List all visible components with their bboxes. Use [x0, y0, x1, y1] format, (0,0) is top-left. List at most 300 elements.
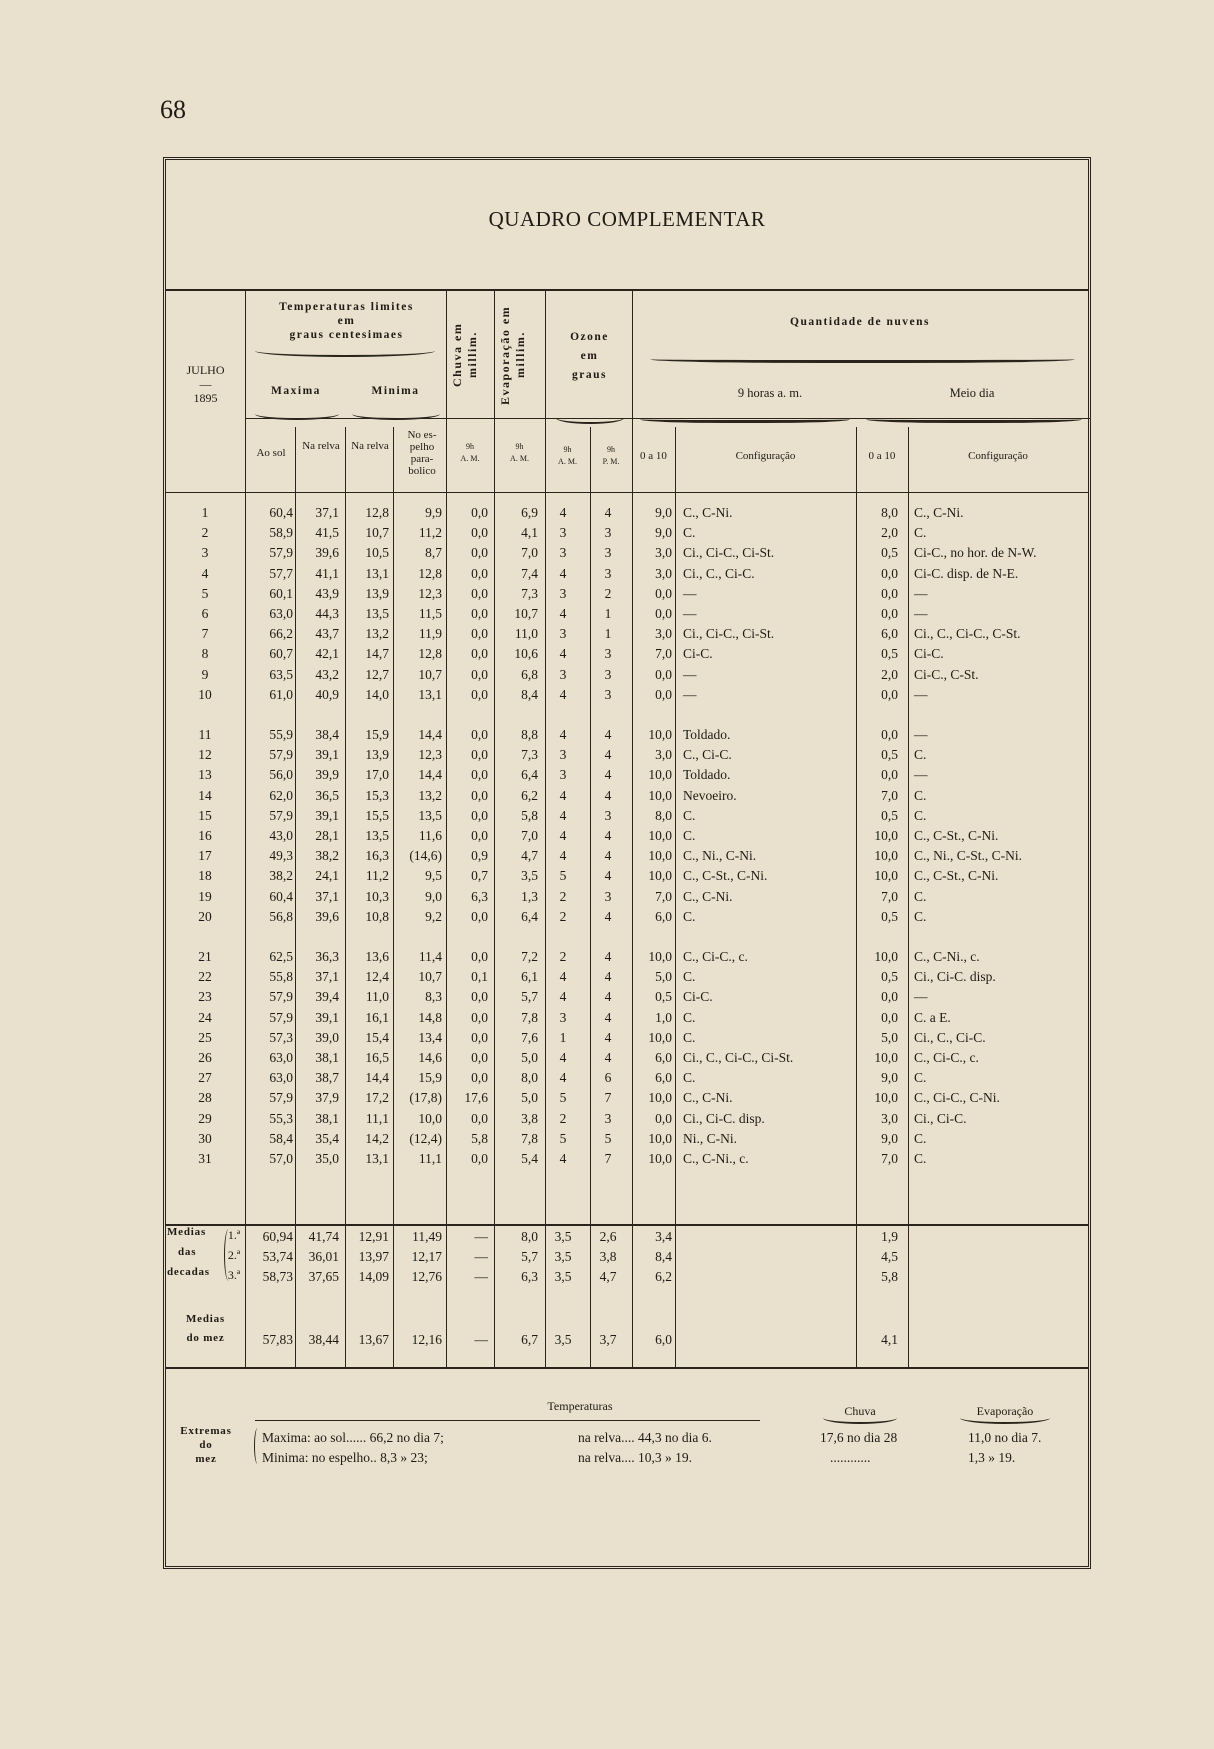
cell-evap: 4,7 [521, 848, 538, 864]
cell-d: 26 [198, 1050, 212, 1065]
cell-chuva: — [474, 1229, 488, 1244]
cell-sol: 57,9 [269, 807, 293, 823]
cell-n9: 10,0 [648, 1130, 672, 1146]
cell-d: 23 [198, 989, 212, 1005]
cell-espelho: 12,8 [418, 646, 442, 662]
temp-group-title: em [337, 315, 356, 327]
cell-oz-pm: 4 [604, 1050, 612, 1065]
table-row [0, 848, 1214, 867]
cell-espelho: 9,0 [425, 888, 442, 904]
cell-relva: 43,9 [315, 585, 339, 601]
cell-evap: 10,7 [514, 606, 538, 621]
cell-n9: 0,0 [655, 585, 672, 601]
cell-c9: Ci., Ci-C., Ci-St. [683, 626, 775, 642]
cell-d: 3 [201, 545, 209, 561]
cell-oz-pm: 1 [604, 626, 612, 642]
nuvens-meio-scale-header: 0 a 10 [868, 450, 896, 462]
cell-evap: 5,0 [521, 1050, 538, 1065]
cell-espelho: 9,5 [425, 868, 442, 884]
cell-oz-am: 4 [559, 686, 567, 702]
cell-oz-am: 3 [559, 525, 567, 541]
cell-n9: 7,0 [655, 646, 672, 662]
cell-chuva: 0,0 [471, 908, 488, 924]
cell-relva: 35,4 [315, 1130, 339, 1146]
cell-sol: 55,9 [269, 727, 293, 742]
cell-oz-am: 4 [559, 646, 567, 662]
cell-oz-am: 3 [559, 585, 567, 601]
extremes-evap-header: Evaporação [976, 1404, 1034, 1418]
cell-evap: 6,9 [521, 505, 538, 520]
cell-cm: Ci-C., no hor. de N-W. [914, 545, 1037, 561]
cell-relva: 35,0 [315, 1151, 339, 1166]
cell-chuva: 5,8 [471, 1130, 488, 1146]
cell-min-relva: 13,97 [358, 1249, 389, 1264]
cell-n9: 10,0 [648, 767, 672, 783]
cell-espelho: 9,9 [425, 505, 442, 520]
cell-oz-pm: 4 [604, 828, 612, 843]
cell-cm: — [914, 686, 928, 702]
cell-espelho: 11,6 [418, 828, 442, 843]
table-row [0, 606, 1214, 625]
ao-sol-header: Ao sol [256, 447, 286, 459]
cell-nm: 10,0 [874, 1050, 898, 1065]
cell-d: 7 [201, 626, 209, 642]
cell-nm: 5,0 [881, 1029, 898, 1045]
cell-nm: 10,0 [874, 828, 898, 843]
cell-sol: 58,73 [262, 1269, 293, 1284]
cell-sol: 57,9 [269, 989, 293, 1005]
cell-c9: — [683, 666, 697, 682]
cell-sol: 43,0 [269, 828, 293, 843]
cell-espelho: 8,3 [425, 989, 442, 1005]
cell-espelho: 11,49 [412, 1229, 442, 1244]
cell-chuva: 0,0 [471, 686, 488, 702]
cell-cm: C. [914, 1130, 927, 1146]
decade-1-label: 1.ª [227, 1228, 241, 1242]
table-row [0, 828, 1214, 847]
cell-espelho: 15,9 [418, 1070, 442, 1086]
cell-sol: 56,0 [269, 767, 293, 783]
cell-d: 15 [198, 807, 212, 823]
cell-espelho: 8,7 [425, 545, 442, 561]
table-row [0, 989, 1214, 1008]
cell-sol: 60,4 [269, 505, 293, 520]
cell-d: 16 [198, 828, 212, 843]
cell-chuva: 0,0 [471, 727, 488, 742]
cell-min-relva: 14,4 [365, 1070, 389, 1086]
table-row [0, 545, 1214, 564]
cell-espelho: 11,9 [418, 626, 442, 642]
extremes-brace [254, 1428, 261, 1464]
cell-cm: — [914, 727, 928, 742]
table-row [0, 868, 1214, 887]
cell-c9: C. [683, 1009, 696, 1025]
cell-chuva: 0,0 [471, 606, 488, 621]
cell-relva: 38,1 [315, 1050, 339, 1065]
cell-espelho: 12,17 [411, 1249, 442, 1264]
cell-cm: C. [914, 908, 927, 924]
evap-am: A. M. [510, 454, 529, 463]
nove-horas-header: 9 horas a. m. [737, 386, 803, 400]
cell-chuva: — [474, 1269, 488, 1284]
cell-d: 1 [201, 505, 209, 520]
page-title: QUADRO COMPLEMENTAR [488, 207, 766, 231]
cell-evap: 6,3 [521, 1269, 538, 1284]
cell-sol: 63,0 [269, 606, 293, 621]
cell-cm: C., Ci-C., c. [914, 1050, 979, 1065]
na-relva-min-header: Na relva [351, 440, 389, 452]
cell-sol: 66,2 [269, 626, 293, 642]
cell-oz-am: 4 [559, 787, 567, 803]
table-row [0, 626, 1214, 645]
cell-sol: 60,7 [269, 646, 293, 662]
cell-oz-am: 4 [559, 1151, 567, 1166]
cell-oz-pm: 7 [604, 1151, 612, 1166]
decade-label: decadas [167, 1266, 210, 1278]
cell-min-relva: 13,9 [365, 585, 389, 601]
cell-cm: C., C-St., C-Ni. [914, 868, 999, 884]
table-row [0, 667, 1214, 686]
cell-oz-am: 2 [559, 1110, 567, 1126]
cell-nm: 10,0 [874, 868, 898, 884]
cell-nm: 4,5 [881, 1249, 898, 1264]
cell-evap: 5,7 [521, 989, 538, 1005]
cell-oz-am: 5 [559, 1090, 567, 1106]
cell-evap: 6,7 [521, 1332, 538, 1347]
cell-evap: 7,0 [521, 545, 538, 561]
cell-sol: 63,0 [269, 1070, 293, 1086]
cell-chuva: 0,0 [471, 1151, 488, 1166]
cell-sol: 49,3 [269, 848, 293, 864]
extremes-label: Extremas [180, 1425, 232, 1437]
cell-nm: 5,8 [881, 1269, 898, 1284]
cell-oz-pm: 5 [604, 1130, 612, 1146]
cell-evap: 7,4 [521, 565, 538, 581]
extremes-min-evap: 1,3 » 19. [968, 1450, 1016, 1465]
cell-evap: 7,6 [521, 1029, 538, 1045]
cell-evap: 6,4 [521, 908, 538, 924]
chuva-header: Chuva em millim. [450, 322, 479, 388]
cell-relva: 38,4 [315, 727, 339, 742]
page-number: 68 [160, 95, 186, 124]
cell-relva: 39,0 [315, 1029, 339, 1045]
cell-espelho: 11,1 [418, 1151, 442, 1166]
cell-relva: 37,1 [315, 888, 339, 904]
cell-n9: 0,0 [655, 666, 672, 682]
month-avg-label: Medias [185, 1313, 226, 1325]
cell-c9: C., Ni., C-Ni. [683, 848, 757, 864]
cell-n9: 3,4 [655, 1229, 672, 1244]
cell-nm: 0,5 [881, 807, 898, 823]
header-top-rule [166, 289, 1088, 291]
cell-espelho: 12,3 [418, 747, 442, 763]
cell-oz-pm: 2,6 [599, 1229, 617, 1244]
cell-evap: 6,1 [521, 969, 538, 985]
cell-cm: C. [914, 1070, 927, 1086]
cell-c9: Ni., C-Ni. [683, 1130, 737, 1146]
cell-oz-pm: 3 [604, 1110, 612, 1126]
table-row [0, 889, 1214, 908]
cell-espelho: 10,0 [418, 1110, 442, 1126]
cell-oz-am: 5 [559, 1130, 567, 1146]
cell-oz-am: 4 [559, 505, 567, 520]
cell-evap: 7,3 [521, 585, 538, 601]
cell-nm: 6,0 [881, 626, 898, 642]
cell-nm: 2,0 [881, 666, 898, 682]
cell-oz-pm: 4 [604, 747, 612, 763]
cell-min-relva: 10,7 [365, 525, 389, 541]
cell-oz-am: 3 [559, 545, 567, 561]
cell-chuva: 0,0 [471, 525, 488, 541]
cell-chuva: 6,3 [471, 888, 488, 904]
cell-sol: 58,4 [269, 1130, 293, 1146]
cell-n9: 10,0 [648, 1029, 672, 1045]
cell-min-relva: 13,67 [358, 1332, 389, 1347]
cell-oz-pm: 4 [604, 1009, 612, 1025]
cell-sol: 57,3 [269, 1029, 293, 1045]
cell-espelho: 14,6 [418, 1050, 442, 1065]
cell-cm: — [914, 606, 928, 621]
cell-evap: 5,0 [521, 1090, 538, 1106]
cell-chuva: — [474, 1249, 488, 1264]
cell-d: 30 [198, 1130, 212, 1146]
table-row [0, 566, 1214, 585]
cell-c9: Ci., C., Ci-C., Ci-St. [683, 1050, 794, 1065]
cell-espelho: (17,8) [409, 1090, 442, 1106]
cell-oz-pm: 4 [604, 908, 612, 924]
cell-chuva: — [474, 1332, 488, 1347]
cell-evap: 3,8 [521, 1110, 538, 1126]
cell-n9: 3,0 [655, 747, 672, 763]
no-espelho-header: No es- pelho para- bolico [407, 429, 437, 477]
extremes-rule [255, 1420, 760, 1421]
cell-relva: 38,2 [315, 848, 339, 864]
cell-min-relva: 17,2 [365, 1090, 389, 1106]
cell-chuva: 0,0 [471, 565, 488, 581]
cell-chuva: 0,0 [471, 747, 488, 763]
cell-nm: 0,0 [881, 585, 898, 601]
cell-evap: 6,8 [521, 666, 538, 682]
cell-relva: 43,7 [315, 626, 339, 642]
cell-n9: 10,0 [648, 949, 672, 964]
cell-cm: Ci., Ci-C. disp. [914, 969, 996, 985]
cell-chuva: 0,0 [471, 989, 488, 1005]
cell-sol: 55,8 [269, 969, 293, 985]
cell-min-relva: 15,3 [365, 787, 389, 803]
cell-evap: 5,4 [521, 1151, 538, 1166]
cell-oz-pm: 7 [604, 1090, 612, 1106]
cell-nm: 0,0 [881, 565, 898, 581]
cell-chuva: 0,0 [471, 1050, 488, 1065]
cell-cm: C. [914, 807, 927, 823]
header-brace [640, 414, 850, 423]
cell-cm: — [914, 585, 928, 601]
cell-d: 25 [198, 1029, 212, 1045]
cell-min-relva: 10,8 [365, 908, 389, 924]
cell-n9: 0,5 [655, 989, 672, 1005]
cell-min-relva: 14,0 [365, 686, 389, 702]
extremes-min-chuva: ............ [830, 1450, 871, 1465]
cell-c9: C., Ci-C. [683, 747, 732, 763]
cell-oz-am: 3 [559, 747, 567, 763]
cell-relva: 39,6 [315, 908, 339, 924]
cell-c9: C., C-Ni., c. [683, 1151, 749, 1166]
cell-oz-pm: 4 [604, 787, 612, 803]
cell-min-relva: 14,7 [365, 646, 389, 662]
nuvens-meio-config-header: Configuração [968, 450, 1028, 462]
cell-sol: 55,3 [269, 1110, 293, 1126]
cell-d: 9 [201, 666, 209, 682]
cell-n9: 10,0 [648, 868, 672, 884]
cell-c9: C. [683, 908, 696, 924]
cell-oz-pm: 4 [604, 1029, 612, 1045]
cell-relva: 39,9 [315, 767, 339, 783]
cell-sol: 57,9 [269, 545, 293, 561]
cell-evap: 7,8 [521, 1130, 538, 1146]
cell-c9: — [683, 585, 697, 601]
cell-oz-am: 3 [559, 767, 567, 783]
cell-min-relva: 15,9 [365, 727, 389, 742]
table-row [0, 969, 1214, 988]
cell-nm: 0,5 [881, 969, 898, 985]
cell-c9: C. [683, 807, 696, 823]
cell-min-relva: 13,6 [365, 949, 389, 964]
cell-d: 4 [201, 565, 209, 581]
cell-cm: — [914, 989, 928, 1005]
cell-oz-pm: 6 [604, 1070, 612, 1086]
table-row [0, 1050, 1214, 1069]
cell-relva: 39,1 [315, 807, 339, 823]
cell-evap: 8,8 [521, 727, 538, 742]
cell-c9: C. [683, 1070, 696, 1086]
cell-relva: 43,2 [315, 666, 339, 682]
cell-oz-pm: 3,8 [599, 1249, 617, 1264]
cell-sol: 57,7 [269, 565, 293, 581]
header-brace [650, 354, 1075, 363]
cell-n9: 3,0 [655, 626, 672, 642]
cell-sol: 38,2 [269, 868, 293, 884]
cell-n9: 0,0 [655, 606, 672, 621]
cell-evap: 3,5 [521, 868, 538, 884]
body-bottom-rule [166, 1224, 1088, 1226]
cell-espelho: 12,16 [411, 1332, 442, 1347]
cell-oz-pm: 3 [604, 545, 612, 561]
cell-relva: 41,5 [315, 525, 339, 541]
maxima-header: Maxima [271, 385, 321, 397]
cell-sol: 60,4 [269, 888, 293, 904]
cell-oz-pm: 4,7 [599, 1269, 617, 1284]
cell-d: 10 [198, 686, 212, 702]
evap-9h: 9h [515, 442, 524, 451]
decade-label: Medias [167, 1226, 207, 1238]
cell-chuva: 0,0 [471, 585, 488, 601]
decade-2-label: 2.ª [227, 1248, 241, 1262]
cell-n9: 1,0 [655, 1009, 672, 1025]
cell-oz-am: 2 [559, 949, 567, 964]
extremes-temp-header: Temperaturas [547, 1399, 613, 1413]
cell-chuva: 0,0 [471, 666, 488, 682]
cell-chuva: 0,0 [471, 949, 488, 964]
cell-oz-pm: 3 [604, 646, 612, 662]
cell-oz-am: 4 [559, 807, 567, 823]
cell-espelho: 14,4 [418, 727, 442, 742]
cell-espelho: 13,5 [418, 807, 442, 823]
cell-oz-am: 3 [559, 626, 567, 642]
cell-n9: 0,0 [655, 1110, 672, 1126]
cell-sol: 62,5 [269, 949, 293, 964]
cell-chuva: 0,0 [471, 1029, 488, 1045]
cell-min-relva: 16,3 [365, 848, 389, 864]
cell-c9: Ci., Ci-C., Ci-St. [683, 545, 775, 561]
cell-oz-am: 3,5 [554, 1249, 572, 1264]
cell-nm: 10,0 [874, 949, 898, 964]
cell-c9: C., C-Ni. [683, 888, 733, 904]
cell-n9: 10,0 [648, 787, 672, 803]
cell-nm: 0,5 [881, 747, 898, 763]
cell-nm: 8,0 [881, 505, 898, 520]
cell-d: 2 [201, 525, 209, 541]
cell-nm: 0,0 [881, 727, 898, 742]
cell-d: 28 [198, 1090, 212, 1106]
cell-cm: Ci-C., C-St. [914, 666, 979, 682]
cell-n9: 8,4 [655, 1249, 672, 1264]
nuvens-header: Quantidade de nuvens [790, 316, 930, 328]
cell-nm: 9,0 [881, 1130, 898, 1146]
table-row [0, 586, 1214, 605]
cell-min-relva: 13,9 [365, 747, 389, 763]
cell-n9: 6,0 [655, 1332, 672, 1347]
cell-c9: C., C-St., C-Ni. [683, 868, 768, 884]
cell-c9: C. [683, 525, 696, 541]
cell-cm: C. a E. [914, 1009, 951, 1025]
cell-relva: 39,6 [315, 545, 339, 561]
cell-min-relva: 15,4 [365, 1029, 389, 1045]
cell-cm: C. [914, 787, 927, 803]
cell-oz-am: 4 [559, 727, 567, 742]
month-avg-label: do mez [186, 1332, 225, 1344]
temp-group-title: Temperaturas limites [279, 301, 414, 313]
cell-d: 8 [201, 646, 209, 662]
cell-n9: 8,0 [655, 807, 672, 823]
extremes-brace [823, 1412, 897, 1424]
table-row [0, 727, 1214, 746]
cell-oz-am: 4 [559, 1070, 567, 1086]
cell-cm: Ci-C. disp. de N-E. [914, 565, 1019, 581]
ozone-am: A. M. [558, 457, 577, 466]
cell-cm: C., C-St., C-Ni. [914, 828, 999, 843]
ozone-9h-pm: 9h [607, 445, 615, 454]
cell-nm: 0,0 [881, 606, 898, 621]
extremes-max-relva: na relva.... 44,3 no dia 6. [578, 1430, 712, 1445]
cell-min-relva: 11,1 [365, 1110, 389, 1126]
cell-oz-am: 3,5 [554, 1332, 572, 1347]
cell-chuva: 0,0 [471, 626, 488, 642]
cell-cm: C., Ci-C., C-Ni. [914, 1090, 1000, 1106]
cell-evap: 4,1 [521, 525, 538, 541]
table-row [0, 646, 1214, 665]
table-row [0, 687, 1214, 706]
cell-espelho: (12,4) [409, 1130, 442, 1146]
cell-relva: 39,1 [315, 1009, 339, 1025]
cell-cm: Ci., Ci-C. [914, 1110, 967, 1126]
table-row [0, 747, 1214, 766]
cell-min-relva: 12,8 [365, 505, 389, 520]
cell-n9: 10,0 [648, 1151, 672, 1166]
cell-chuva: 17,6 [464, 1090, 488, 1106]
cell-nm: 0,0 [881, 767, 898, 783]
cell-cm: Ci., C., Ci-C. [914, 1029, 986, 1045]
cell-oz-pm: 4 [604, 848, 612, 864]
